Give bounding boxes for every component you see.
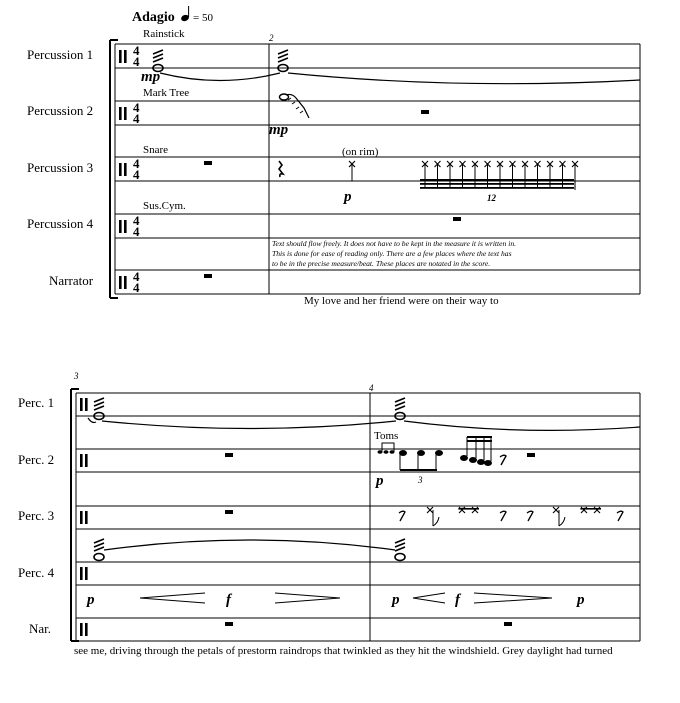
cymbal-tremolo-note (395, 539, 405, 561)
score-canvas: 4 4 Adagio = 50 Percussion 1 Percussion 2 Percussion 3 Percussion 4 Narrator Rainstick Mark Tree Snare Sus.Cym. 2 mp mp (on rim) p 12 Text should flow freely. It does not have to be kept in the measure it is written in. This is done for ease of reading only. There are a few places where the text has to be in the precise measure/beat. These places are notated in the score. My love and her friend were on their way to 3 4 Perc. 1 Perc. 2 Perc. 3 Perc. 4 Nar. Toms 3 p p f p f p see me, driving through the petals of prestorm raindrops that twinkled as they hit the windshield. Grey daylight had turned (0, 0, 680, 703)
instrument-name: Narrator (49, 273, 94, 288)
eighth-rest (500, 511, 506, 521)
quarter-rest (279, 161, 283, 177)
whole-rest (204, 161, 212, 165)
instrument-name: Perc. 3 (18, 508, 55, 523)
technique-marking: (on rim) (342, 146, 379, 158)
quarter-note-icon (180, 6, 190, 22)
measure-number: 3 (74, 371, 79, 381)
whole-rest (421, 110, 429, 114)
decrescendo-hairpin (474, 593, 552, 603)
tom-sixteenths (460, 436, 492, 466)
snare-rhythm (399, 507, 623, 526)
instrument-name: Perc. 4 (18, 565, 55, 580)
whole-rest (453, 217, 461, 221)
x-note-pair (458, 507, 479, 513)
grace-notes (378, 443, 395, 454)
dynamic-marking: p (87, 592, 95, 608)
whole-rest (225, 622, 233, 626)
tie (104, 540, 395, 550)
system-bracket (71, 389, 79, 641)
system-2 (18, 371, 640, 657)
performance-note-line: Text should flow freely. It does not have to be kept in the measure it is written in. (272, 239, 517, 248)
x-note-run (422, 161, 578, 190)
x-note-pair (580, 507, 601, 513)
dynamic-marking: p (392, 592, 400, 608)
tuplet-number: 12 (487, 193, 496, 203)
decrescendo-hairpin (275, 593, 340, 603)
triplet-number: 3 (418, 475, 423, 485)
tie (102, 421, 396, 429)
eighth-rest (500, 455, 506, 465)
instrument-label-mark-tree: Mark Tree (143, 87, 190, 99)
instrument-name: Percussion 3 (27, 160, 94, 175)
dynamic-marking: mp (141, 69, 161, 85)
eighth-rest (617, 511, 623, 521)
instrument-name: Percussion 1 (27, 47, 94, 62)
instrument-label-snare: Snare (143, 144, 169, 156)
beam (420, 179, 574, 181)
tom-triplet (399, 450, 443, 471)
whole-rest (504, 622, 512, 626)
instrument-name: Perc. 1 (18, 395, 55, 410)
system-1 (27, 6, 640, 307)
narration-text: My love and her friend were on their way to (304, 295, 499, 307)
narration-text: see me, driving through the petals of prestorm raindrops that twinkled as they hit the windshield. Grey daylight had turned (74, 645, 613, 657)
dynamic-marking: p (376, 473, 384, 489)
instrument-name: Perc. 2 (18, 452, 55, 467)
dynamic-marking: p (344, 189, 352, 205)
tie (160, 73, 280, 81)
eighth-rest (399, 511, 405, 521)
instrument-name: Percussion 2 (27, 103, 94, 118)
instrument-label-rainstick: Rainstick (143, 28, 185, 40)
x-notehead (572, 161, 578, 190)
dynamic-marking: f (455, 592, 460, 608)
instrument-name: Nar. (29, 621, 52, 636)
whole-rest (204, 274, 212, 278)
performance-note-line: This is done for ease of reading only. There are a few places where the text has (272, 249, 512, 258)
instrument-label-toms: Toms (374, 430, 399, 442)
tempo-marking: Adagio (132, 10, 175, 25)
dynamic-marking: p (577, 592, 585, 608)
crescendo-hairpin (140, 593, 205, 603)
beam (420, 187, 574, 189)
instrument-label-sus-cym: Sus.Cym. (143, 200, 186, 212)
cymbal-tremolo-note (94, 539, 104, 561)
system-bracket (110, 40, 118, 298)
dynamic-marking: mp (269, 122, 289, 138)
dynamic-marking: f (226, 592, 231, 608)
crescendo-hairpin (413, 593, 445, 603)
whole-rest (225, 510, 233, 514)
x-notehead (553, 507, 565, 526)
performance-note-line: to be in the precise measure/beat. These places are notated in the score. (272, 259, 491, 268)
measure-number: 2 (269, 33, 274, 43)
whole-rest (225, 453, 233, 457)
x-notehead (427, 507, 439, 526)
rim-x-note (349, 161, 355, 181)
whole-rest (527, 453, 535, 457)
beam (420, 183, 574, 185)
tie (288, 73, 640, 84)
instrument-name: Percussion 4 (27, 216, 94, 231)
measure-number: 4 (369, 383, 374, 393)
tie (404, 421, 640, 430)
eighth-rest (527, 511, 533, 521)
tempo-value: = 50 (193, 12, 213, 24)
mark-tree-gliss (280, 94, 310, 118)
